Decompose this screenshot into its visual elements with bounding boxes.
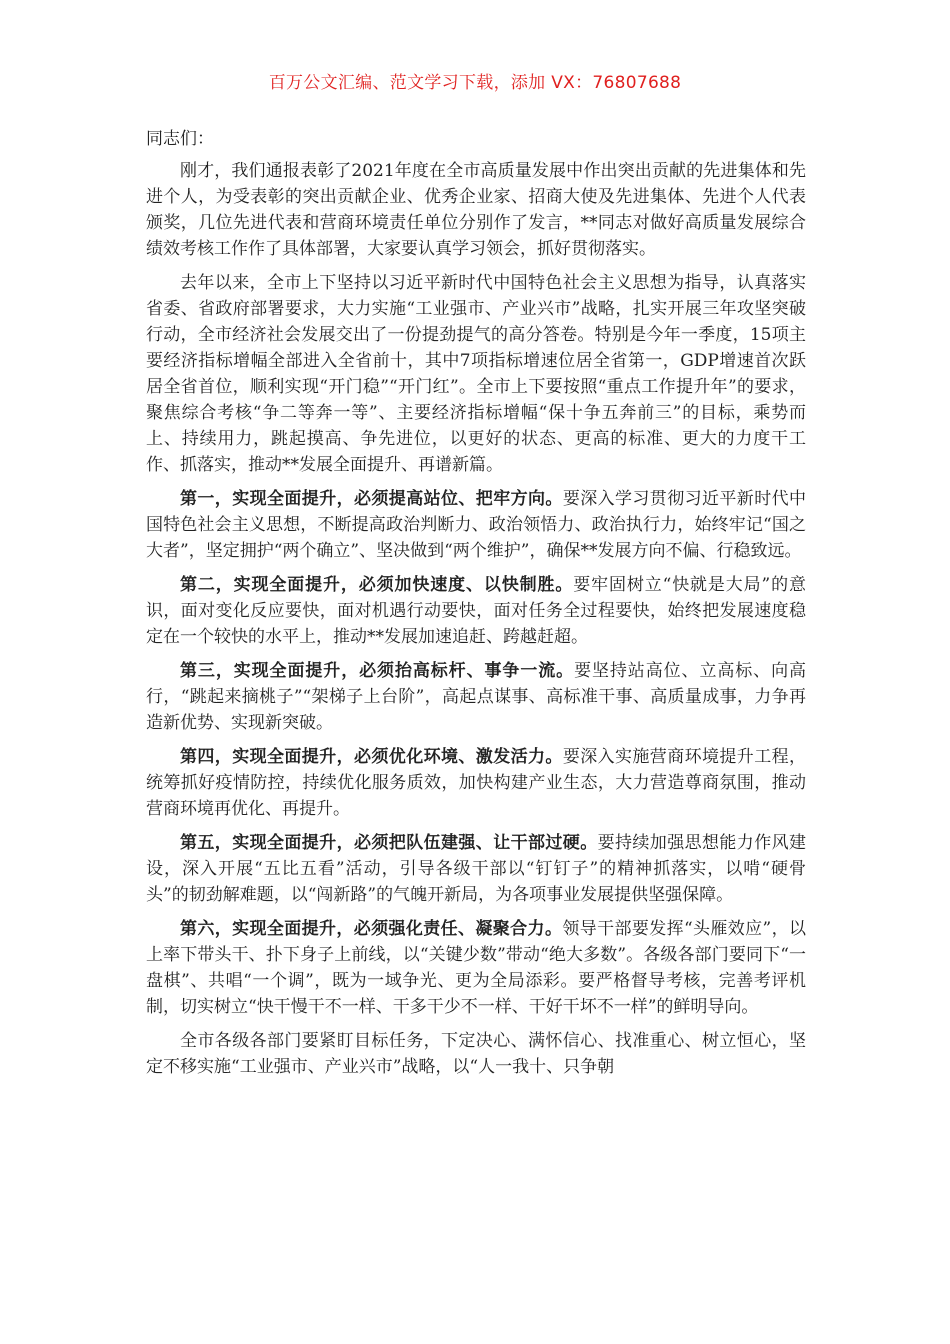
paragraph-text: 领导干部要发挥“头雁效应”，以上率下带头干、扑下身子上前线，以“关键少数”带动“绝大多数”。各级各部门要同下“一盘棋”、共唱“一个调”，既为一域争光、更为全局添彩。要严格督导考核，完善考评机制，切实树立“快干慢干不一样、干多干少不一样、干好干坏不一样”的鲜明导向。 — [146, 919, 807, 1017]
paragraph-lead: 第二，实现全面提升，必须加快速度、以快制胜。 — [180, 575, 574, 595]
paragraph-text: 要牢固树立“快就是大局”的意识，面对变化反应要快，面对机遇行动要快，面对任务全过程要快，始终把发展速度稳定在一个较快的水平上，推动**发展加速追赶、跨越赶超。 — [146, 575, 807, 647]
paragraph-7 — [146, 830, 806, 908]
paragraph-lead: 第五，实现全面提升，必须把队伍建强、让干部过硬。 — [180, 833, 598, 853]
paragraph-2 — [146, 270, 806, 478]
paragraph-1 — [146, 158, 806, 262]
paragraph-text: 要深入学习贯彻习近平新时代中国特色社会主义思想，不断提高政治判断力、政治领悟力、政治执行力，始终牢记“国之大者”，坚定拥护“两个确立”、坚决做到“两个维护”，确保**发展方向不偏、行稳致远。 — [146, 489, 807, 561]
paragraph-4 — [146, 572, 806, 650]
paragraph-lead: 第三，实现全面提升，必须抬高标杆、事争一流。 — [180, 661, 575, 681]
salutation: 同志们： — [146, 129, 214, 149]
paragraph-text: 要深入实施营商环境提升工程，统筹抓好疫情防控，持续优化服务质效，加快构建产业生态，大力营造尊商氛围，推动营商环境再优化、再提升。 — [146, 747, 807, 819]
paragraph-text: 去年以来，全市上下坚持以习近平新时代中国特色社会主义思想为指导，认真落实省委、省政府部署要求，大力实施“工业强市、产业兴市”战略，扎实开展三年攻坚突破行动，全市经济社会发展交出了一份提劲提气的高分答卷。特别是今年一季度，15项主要经济指标增幅全部进入全省前十，其中7项指标增速位居全省第一，GDP增速首次跃居全省首位，顺利实现“开门稳”“开门红”。全市上下要按照“重点工作提升年”的要求，聚焦综合考核“争二等奔一等”、主要经济指标增幅“保十争五奔前三”的目标，乘势而上、持续用力，跳起摸高、争先进位，以更好的状态、更高的标准、更大的力度干工作、抓落实，推动**发展全面提升、再谱新篇。 — [146, 273, 806, 475]
paragraph-text: 全市各级各部门要紧盯目标任务，下定决心、满怀信心、找准重心、树立恒心，坚定不移实施“工业强市、产业兴市”战略，以“人一我十、只争朝 — [146, 1031, 806, 1077]
paragraph-3 — [146, 486, 806, 564]
paragraph-text: 要坚持站高位、立高标、向高行，“跳起来摘桃子”“架梯子上台阶”，高起点谋事、高标准干事、高质量成事，力争再造新优势、实现新突破。 — [146, 661, 807, 733]
paragraph-5 — [146, 658, 806, 736]
paragraph-8 — [146, 916, 806, 1020]
document-body — [146, 126, 806, 1088]
paragraph-6 — [146, 744, 806, 822]
paragraph-text: 刚才，我们通报表彰了2021年度在全市高质量发展中作出突出贡献的先进集体和先进个人，为受表彰的突出贡献企业、优秀企业家、招商大使及先进集体、先进个人代表颁奖，几位先进代表和营商环境责任单位分别作了发言，**同志对做好高质量发展综合绩效考核工作作了具体部署，大家要认真学习领会，抓好贯彻落实。 — [146, 161, 806, 259]
paragraph-lead: 第六，实现全面提升，必须强化责任、凝聚合力。 — [180, 919, 563, 939]
paragraph-lead: 第一，实现全面提升，必须提高站位、把牢方向。 — [180, 489, 563, 509]
paragraph-lead: 第四，实现全面提升，必须优化环境、激发活力。 — [180, 747, 563, 767]
header-banner: 百万公文汇编、范文学习下载，添加 VX：76807688 — [268, 73, 682, 93]
paragraph-text: 要持续加强思想能力作风建设，深入开展“五比五看”活动，引导各级干部以“钉钉子”的精神抓落实，以啃“硬骨头”的韧劲解难题，以“闯新路”的气魄开新局，为各项事业发展提供坚强保障。 — [146, 833, 807, 905]
paragraph-9 — [146, 1028, 806, 1080]
